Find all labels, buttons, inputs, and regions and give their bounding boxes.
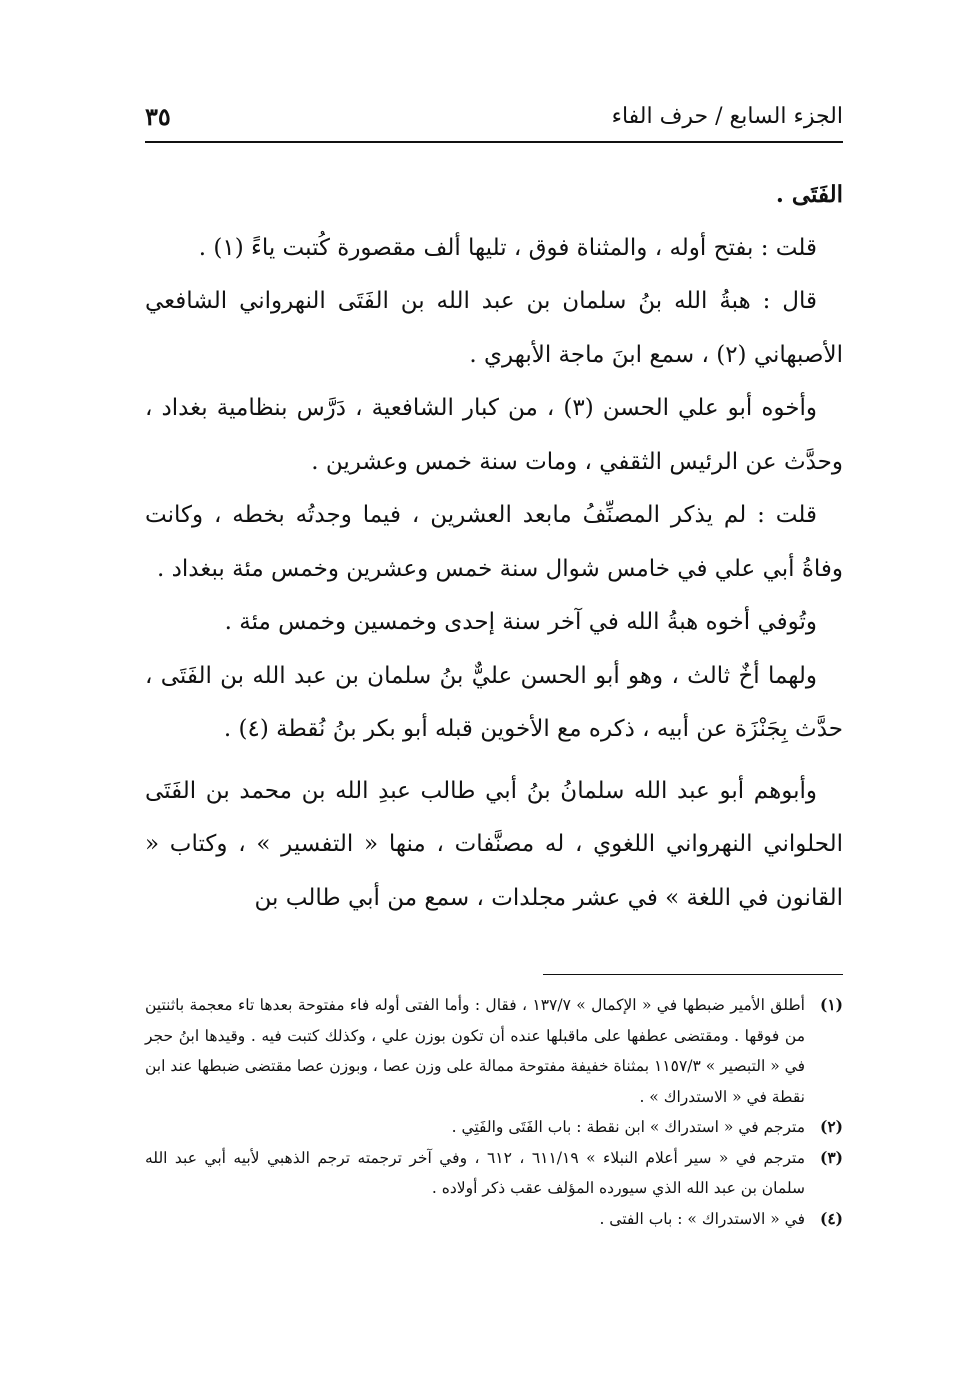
paragraph: وتُوفي أخوه هبةُ الله في آخر سنة إحدى وخمسين وخمس مئة . (224, 609, 817, 635)
header-title: الجزء السابع / حرف الفاء (611, 104, 843, 129)
paragraph: قلت : بفتح أوله ، والمثناة فوق ، تليها ألف مقصورة كُتبت ياءً (١) . (198, 234, 817, 261)
paragraph: قال : هبةُ الله بنُ سلمان بن عبد الله بن الفَتَى النهرواني الشافعي الأصبهاني (٢) ، سمع ابنَ ماجة الأبهري . (145, 288, 843, 368)
footnote (145, 1204, 843, 1235)
paragraph: ولهما أخٌ ثالث ، وهو أبو الحسن عليٌّ بنُ سلمان بن عبد الله بن الفَتَى ، حدَّث بِجَنْزَة عن أبيه ، ذكره مع الأخوين قبله أبو بكر بنُ نُقطة (٤) . (145, 662, 843, 742)
footnote (145, 1112, 843, 1143)
paragraph: قلت : لم يذكر المصنِّفُ مابعد العشرين ، فيما وجدتُه بخطه ، وكانت وفاةُ أبي علي في خامس شوال سنة خمس وعشرين وخمس مئة ببغداد . (145, 502, 843, 582)
paragraph: وأبوهم أبو عبد الله سلمانُ بنُ أبي طالب عبدِ الله بن محمد بن الفَتَى الحلواني النهرواني اللغوي ، له مصنَّفات ، منها « التفسير » ، وكتاب « القانون في اللغة » في عشر مجلدات ، سمع من أبي طالب بن (145, 777, 843, 911)
footnote-text: في « الاستدراك » : باب الفتى . (599, 1209, 805, 1228)
entry-title: الفَتَى . (775, 181, 843, 208)
footnote (145, 1143, 843, 1204)
footnote-text: مترجم في « استدراك » ابن نقطة : باب الفَتَى والفَتِي . (451, 1118, 805, 1136)
footnote-text: أطلق الأمير ضبطها في « الإكمال » ١٣٧/٧ ، فقال : وأما الفتى أوله فاء مفتوحة بعدها تاء معجمة باثنتين من فوقها . ومقتضى عطفها على ماقبلها عنده أن تكون بوزن علي ، وكذلك كتبت فيه . وقيدها ابنُ حجر في « التبصير » ١١٥٧/٣ بمثناة خفيفة مفتوحة ممالة على وزن عصا ، وبوزن عصا مقتضى ضبطها عند ابن نقطة في « الاستدراك » . (145, 996, 805, 1106)
footnote-number: (٤) (819, 1208, 843, 1228)
footnote-number: (٢) (819, 1117, 843, 1136)
footnote-number: (١) (819, 995, 843, 1014)
footnote-text: مترجم في « سير أعلام النبلاء » ٦١١/١٩ ، ٦١٢ ، وفي آخر ترجمته ترجم الذهبي لأبيه أبي عبد الله سلمان بن عبد الله الذي سيورده المؤلف عقب ذكر أولاده . (145, 1148, 805, 1197)
footnote-divider (543, 974, 843, 975)
running-header (145, 92, 843, 132)
footnote-number: (٣) (819, 1147, 843, 1167)
main-text (145, 168, 843, 925)
footnote (145, 990, 843, 1112)
page-number: ٣٥ (145, 102, 171, 131)
footnotes (145, 990, 843, 1234)
paragraph: وأخوه أبو علي الحسن (٣) ، من كبار الشافعية ، دَرَّس بنظامية بغداد ، وحدَّث عن الرئيس الثقفي ، ومات سنة خمس وعشرين . (145, 395, 843, 475)
header-divider (145, 141, 843, 143)
